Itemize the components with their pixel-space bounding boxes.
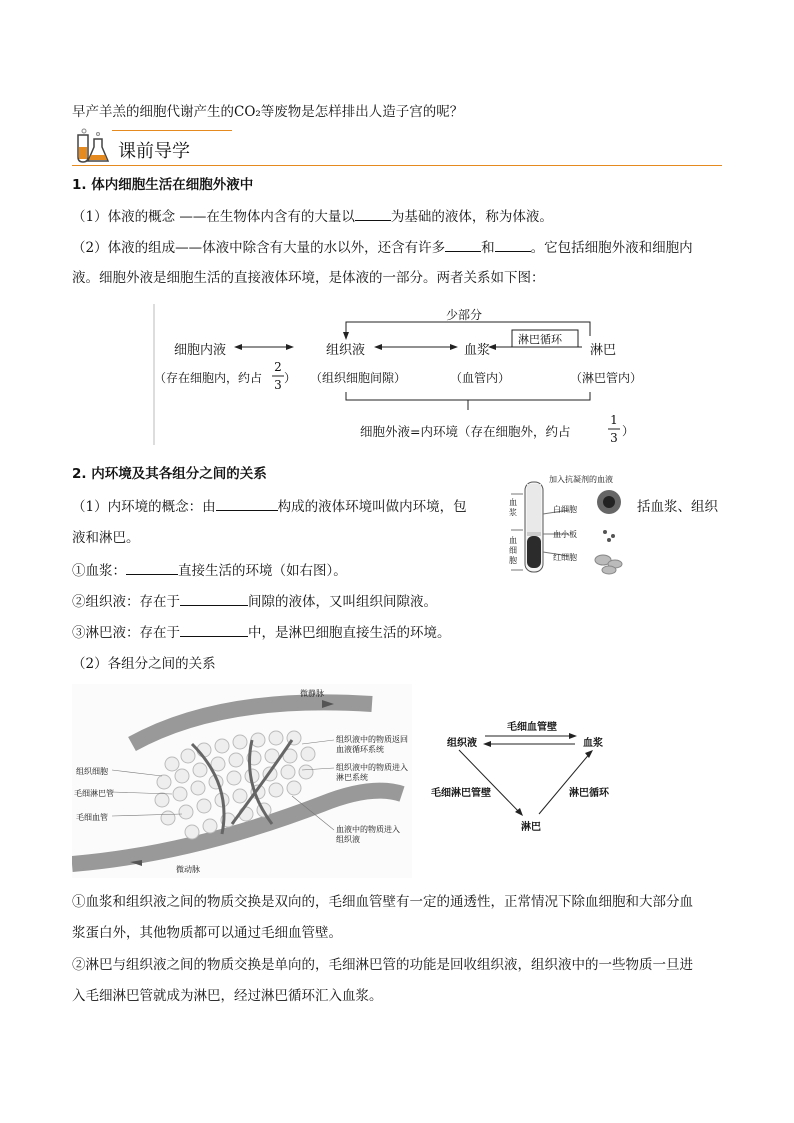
body-fluid-diagram <box>150 300 670 450</box>
fraction-num-1: 1 <box>610 413 618 427</box>
note-extracellular: 细胞外液=内环境（存在细胞外，约占 <box>360 424 571 439</box>
tube-label-cells: 血细胞 <box>509 536 517 565</box>
s2-para-2: （2）各组分之间的关系 <box>72 656 216 672</box>
intro-question: 早产羊羔的细胞代谢产生的CO₂等废物是怎样排出人造子宫的呢？ <box>72 104 464 120</box>
tube-label-rbc: 红细胞 <box>553 553 577 562</box>
s2-para-1: （1）内环境的概念：由 构成的液体环境叫做内环境，包 <box>72 499 467 515</box>
s1-title: 1. 体内细胞生活在细胞外液中 <box>72 177 254 193</box>
note-lymph: （淋巴管内） <box>570 371 643 385</box>
para-exchange-lymph-1: ②淋巴与组织液之间的物质交换是单向的，毛细淋巴管的功能是回收组织液，组织液中的一些物质一旦进 <box>72 957 693 973</box>
fraction-den-3: 3 <box>274 378 282 392</box>
section-title: 课前导学 <box>118 141 190 162</box>
tissue-label-r2b: 淋巴系统 <box>336 773 368 782</box>
s1-para-3: 液。细胞外液是细胞生活的直接液体环境，是体液的一部分。两者关系如下图： <box>72 270 545 286</box>
s2-item-lymph: ③淋巴液：存在于 中，是淋巴细胞直接生活的环境。 <box>72 625 451 641</box>
fraction-den-3b: 3 <box>610 431 618 445</box>
tube-label-platelet: 血小板 <box>553 530 577 539</box>
section-header <box>72 127 722 167</box>
label-intracellular-fluid: 细胞内液 <box>174 343 227 358</box>
s1-para-1: （1）体液的概念 ——在生物体内含有的大量以 为基础的液体，称为体液。 <box>72 209 553 225</box>
s2-item-tissue: ②组织液：存在于 间隙的液体，又叫组织间隙液。 <box>72 594 437 610</box>
tri-capillary-wall: 毛细血管壁 <box>507 722 557 733</box>
note-plasma: （血管内） <box>450 371 511 385</box>
tissue-label-r1: 组织液中的物质返回 <box>336 735 408 744</box>
blood-tube-figure <box>505 474 630 576</box>
para-exchange-lymph-2: 入毛细淋巴管就成为淋巴，经过淋巴循环汇入血浆。 <box>72 988 383 1004</box>
label-minor-part: 少部分 <box>446 308 483 322</box>
tri-lymph-cap-wall: 毛细淋巴管壁 <box>431 788 491 799</box>
tube-label-plasma: 血浆 <box>509 498 517 517</box>
label-lymph: 淋巴 <box>590 343 617 358</box>
tissue-label-blood-cap: 毛细血管 <box>76 813 108 822</box>
lab-flask-icon <box>72 127 112 165</box>
s1-para-2: （2）体液的组成——体液中除含有大量的水以外，还含有许多 和 。它包括细胞外液和细胞内 <box>72 240 693 256</box>
tube-label-wbc: 白细胞 <box>553 505 577 514</box>
para-exchange-plasma-1: ①血浆和组织液之间的物质交换是双向的，毛细血管壁有一定的通透性，正常情况下除血细胞和大部分血 <box>72 894 693 910</box>
note-tissue: （组织细胞间隙） <box>310 371 407 385</box>
tissue-label-lymph-cap: 毛细淋巴管 <box>74 789 114 798</box>
tissue-label-r3: 血液中的物质进入 <box>336 825 400 834</box>
note-intracellular-end: ） <box>284 371 297 385</box>
s2-para-1-cont: 括血浆、组织 <box>637 499 718 515</box>
tissue-label-r2: 组织液中的物质进入 <box>336 763 408 772</box>
s2-para-1-end: 液和淋巴。 <box>72 530 140 546</box>
s2-title: 2. 内环境及其各组分之间的关系 <box>72 466 267 482</box>
fluid-triangle-diagram <box>425 710 635 835</box>
tissue-capillary-figure <box>72 684 412 878</box>
label-lymph-circulation: 淋巴循环 <box>518 333 562 346</box>
fraction-num-2: 2 <box>274 360 282 374</box>
tri-tissue-fluid: 组织液 <box>447 738 477 749</box>
tissue-label-venule: 微静脉 <box>300 689 324 698</box>
tissue-label-r1b: 血液循环系统 <box>336 745 384 754</box>
tube-label-top: 加入抗凝剂的血液 <box>549 475 613 484</box>
note-intracellular: （存在细胞内，约占 <box>154 371 263 385</box>
tissue-label-cell: 组织细胞 <box>76 767 108 776</box>
label-plasma: 血浆 <box>464 343 491 358</box>
tissue-label-arteriole: 微动脉 <box>176 865 200 874</box>
tri-lymph-circulation: 淋巴循环 <box>569 788 609 799</box>
tri-plasma: 血浆 <box>583 738 603 749</box>
label-tissue-fluid: 组织液 <box>326 343 366 358</box>
s2-item-plasma: ①血浆： 直接生活的环境（如右图）。 <box>72 563 347 579</box>
tissue-label-r3b: 组织液 <box>336 835 360 844</box>
note-extracellular-end: ） <box>622 424 635 438</box>
para-exchange-plasma-2: 浆蛋白外，其他物质都可以通过毛细血管壁。 <box>72 925 342 941</box>
tri-lymph: 淋巴 <box>521 822 541 833</box>
